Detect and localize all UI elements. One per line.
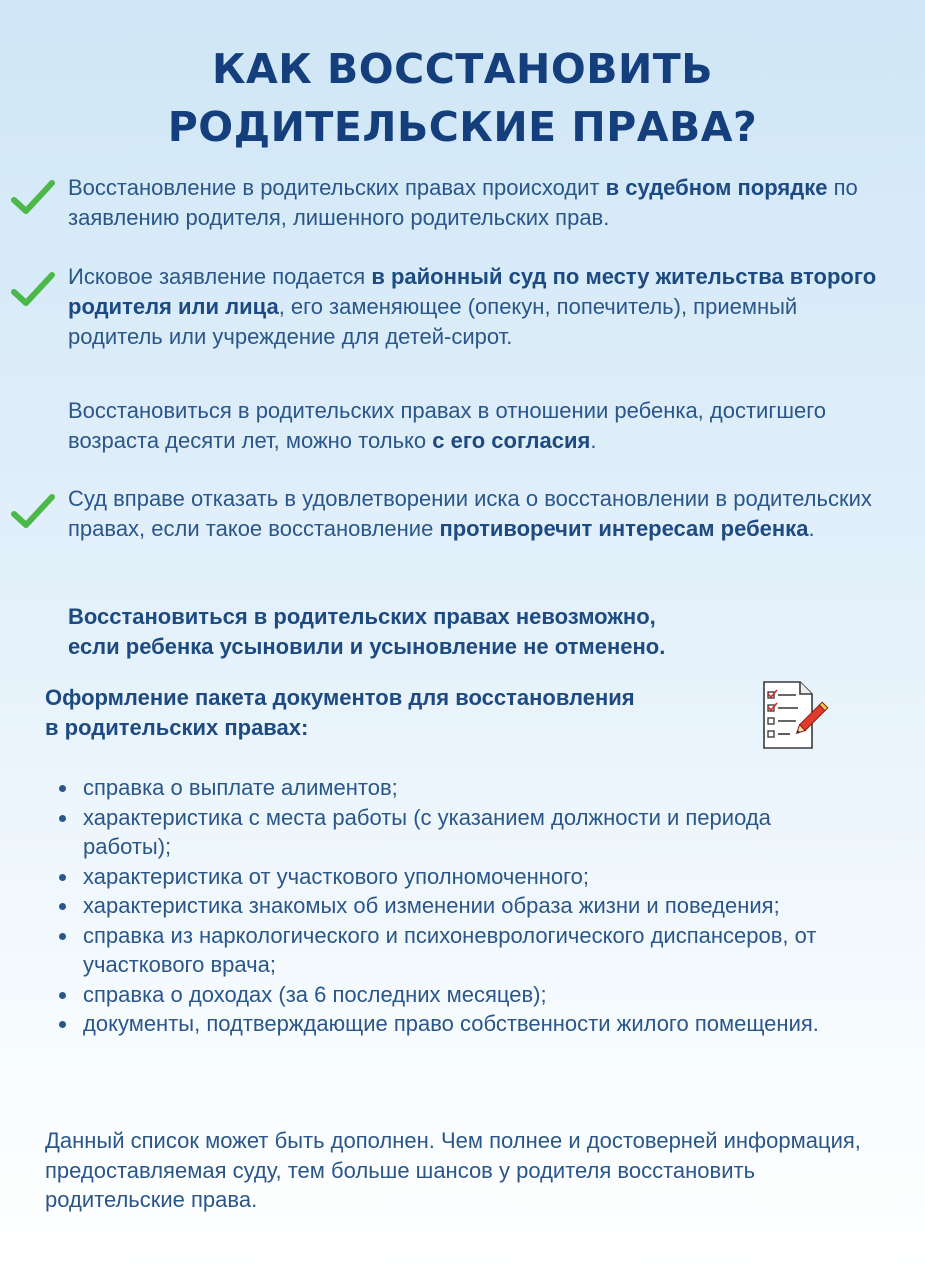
documents-heading xyxy=(45,683,745,743)
point-1-text-end: по заявлению родителя, лишенного родительских прав. xyxy=(68,175,858,230)
point-3-bold: с его согласия xyxy=(432,428,591,453)
point-court-procedure xyxy=(68,173,898,233)
list-item xyxy=(45,803,865,862)
list-item-text: справка из наркологического и психоневрологического диспансеров, от участкового врача; xyxy=(83,922,817,977)
bullet-icon xyxy=(59,992,66,999)
point-1-text: Восстановление в родительских правах происходит xyxy=(68,175,606,200)
bullet-icon xyxy=(59,874,66,881)
point-child-consent xyxy=(68,396,898,456)
point-4-text-end: . xyxy=(808,516,815,541)
title-line-1: КАК ВОССТАНОВИТЬ xyxy=(212,45,713,93)
point-2-bold: в районный суд по месту жительства второго родителя или лица xyxy=(68,264,877,319)
list-item xyxy=(45,1009,865,1039)
list-item xyxy=(45,773,865,803)
point-2-text-end: , его заменяющее (опекун, попечитель), приемный родитель или учреждение для детей-сирот. xyxy=(68,294,798,349)
point-1-bold: в судебном порядке xyxy=(605,175,828,200)
title-line-2: РОДИТЕЛЬСКИЕ ПРАВА? xyxy=(167,103,758,151)
warning-line-2: если ребенка усыновили и усыновление не отменено. xyxy=(68,634,666,659)
check-mark-icon xyxy=(10,178,56,218)
documents-list xyxy=(45,773,865,1039)
adoption-warning xyxy=(68,602,898,662)
warning-line-1: Восстановиться в родительских правах невозможно, xyxy=(68,604,656,629)
list-item-text: документы, подтверждающие право собственности жилого помещения. xyxy=(83,1011,819,1036)
check-mark-icon xyxy=(10,492,56,532)
point-2-text: Исковое заявление подается xyxy=(68,264,372,289)
list-item xyxy=(45,862,865,892)
bullet-icon xyxy=(59,785,66,792)
documents-heading-line-2: в родительских правах: xyxy=(45,715,309,740)
point-3-text-end: . xyxy=(590,428,597,453)
bullet-icon xyxy=(59,903,66,910)
documents-heading-line-1: Оформление пакета документов для восстановления xyxy=(45,685,635,710)
list-item-text: справка о доходах (за 6 последних месяцев); xyxy=(83,981,547,1007)
list-item xyxy=(45,891,865,921)
list-item xyxy=(45,921,865,980)
bullet-icon xyxy=(59,815,66,822)
bullet-icon xyxy=(59,933,66,940)
list-item-text: характеристика знакомых об изменении образа жизни и поведения; xyxy=(83,893,780,918)
list-item-text: справка о выплате алиментов; xyxy=(83,775,398,800)
list-item-text: характеристика с места работы (с указанием должности и периода работы); xyxy=(83,804,771,859)
checklist-document-with-pencil-icon xyxy=(756,678,830,752)
list-item xyxy=(45,980,865,1010)
check-mark-icon xyxy=(10,270,56,310)
point-court-refusal xyxy=(68,484,898,544)
page-title xyxy=(0,40,925,156)
point-4-text: Суд вправе отказать в удовлетворении иска о восстановлении в родительских правах, если такое восстановление xyxy=(68,486,872,541)
point-4-bold: противоречит интересам ребенка xyxy=(439,516,809,541)
list-item-text: характеристика от участкового уполномоченного; xyxy=(83,863,590,889)
footer-note: Данный список может быть дополнен. Чем полнее и достоверней информация, предоставляемая суду, тем больше шансов у родителя восстановить родительские права. xyxy=(45,1128,861,1212)
point-claim-filing xyxy=(68,262,898,352)
bullet-icon xyxy=(59,1021,66,1028)
point-3-text: Восстановиться в родительских правах в отношении ребенка, достигшего возраста десяти лет, можно только xyxy=(68,398,827,453)
